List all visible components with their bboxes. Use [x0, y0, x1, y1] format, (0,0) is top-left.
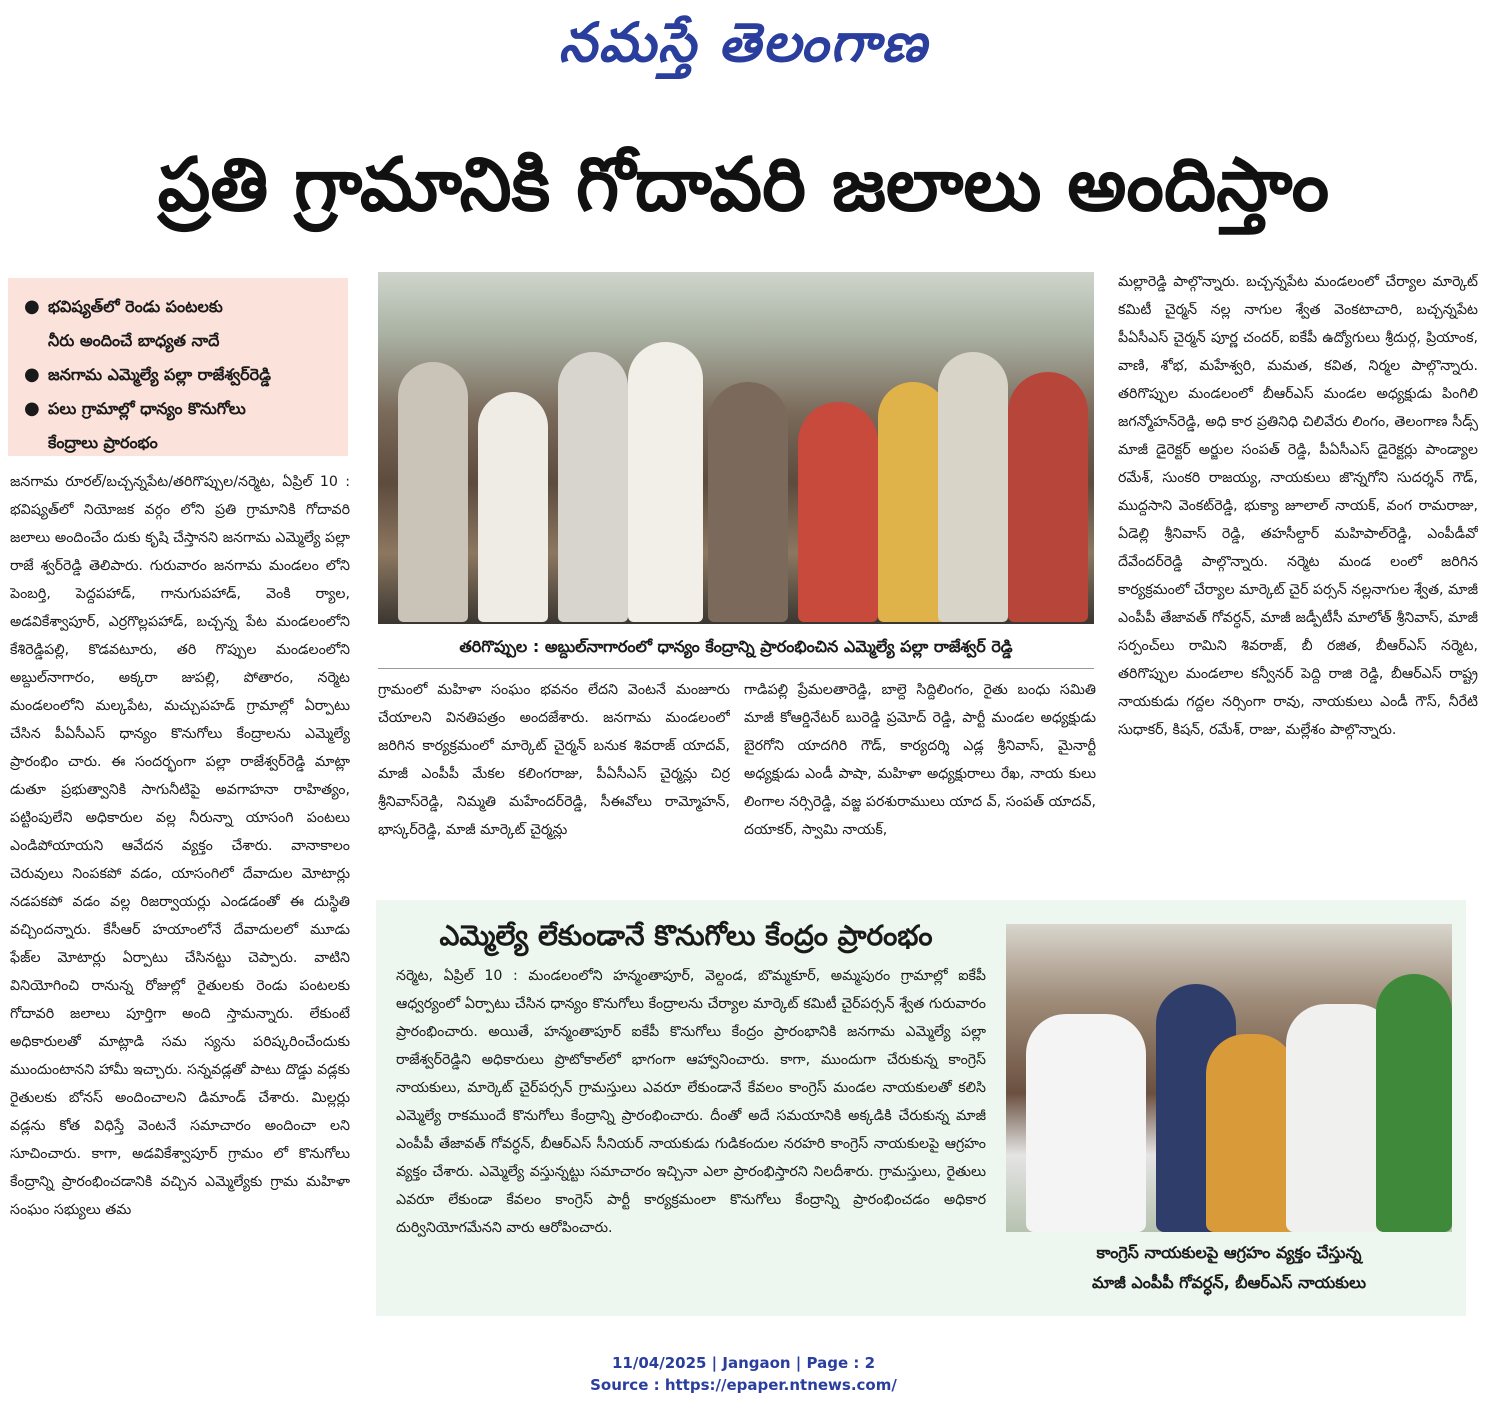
- photo-figure: [798, 402, 878, 622]
- newspaper-masthead: నమస్తే తెలంగాణ: [558, 10, 929, 74]
- divider: [378, 668, 1094, 669]
- sidebar-photo-caption: [1006, 1238, 1452, 1304]
- photo-figure: [398, 362, 468, 622]
- main-news-photo: [378, 272, 1094, 624]
- footer-source-link[interactable]: Source : https://epaper.ntnews.com/: [590, 1376, 897, 1394]
- article-column-right: మల్లారెడ్డి పాల్గొన్నారు. బచ్చన్నపేట మండలంలో చేర్యాల మార్కెట్ కమిటీ చైర్మన్ నల్ల నాగుల శ్వేత వెంకటాచారి, బచ్చన్నపేట పీఏసీఎస్ చైర్మన్ పూర్ణ చందర్, ఐకేపీ ఉద్యోగులు శ్రీదుర్గ, ప్రియాంక, వాణి, శోభ, మహేశ్వరి, మమత, కవిత, నిర్మల పాల్గొన్నారు. తరిగొప్పుల మండలంలో బీఆర్‌ఎస్ మండల అధ్యక్షుడు పింగిలి జగన్మోహన్‌రెడ్డి, అధి కార ప్రతినిధి చిలివేరు లింగం, తెలంగాణ సీడ్స్ మాజీ డైరెక్టర్ అర్జుల సంపత్ రెడ్డి, పీఏసీఎస్ డైరెక్టర్లు పాండ్యాల రమేశ్, సుంకరి రాజయ్య, నాయకులు జొన్నగోని సుదర్శన్ గౌడ్, ముద్దసాని వెంకట్‌రెడ్డి, భుక్యా జూలాల్ నాయక్, వంగ రామరాజు, ఏడెల్లి శ్రీనివాస్ రెడ్డి, తహసీల్దార్ మహిపాల్‌రెడ్డి, ఎంపీడీవో దేవేందర్‌రెడ్డి పాల్గొన్నారు. నర్మెట మండ లంలో జరిగిన కార్యక్రమంలో చేర్యాల మార్కెట్ చైర్ పర్సన్ నల్లనాగుల శ్వేత, మాజీ ఎంపీపీ తేజావత్ గోవర్ధన్, మాజీ జడ్పీటీసీ మాలోత్ శ్రీనివాస్, మాజీ సర్పంచ్‌లు రామిని శివరాజ్, బీ రజిత, బీఆర్‌ఎస్ నర్మెట, తరిగొప్పుల మండలాల కన్వీనర్ పెద్ది రాజి రెడ్డి, బీఆర్‌ఎస్ రాష్ట్ర నాయకుడు గద్దల నర్సింగా రావు, నాయకులు ఎండీ గౌస్, నీరేటి సుధాకర్, కిషన్, రమేశ్, రాజు, మల్లేశం పాల్గొన్నారు.: [1118, 274, 1478, 738]
- highlight-item: [24, 290, 338, 358]
- article-column-middle-2: గాడిపల్లి ప్రేమలతారెడ్డి, బాల్దె సిద్దిలింగం, రైతు బంధు సమితి మాజీ కోఆర్డినేటర్ బురెడ్డి ప్రమోద్ రెడ్డి, పార్టీ మండల అధ్యక్షుడు బైరగోని యాదగిరి గౌడ్, కార్యదర్శి ఎడ్ల శ్రీనివాస్, మైనార్టీ అధ్యక్షుడు ఎండీ పాషా, మహిళా అధ్యక్షురాలు రేఖ, నాయ కులు లింగాల నర్సిరెడ్డి, వజ్జ పరశురాములు యాద వ్, సంపత్ యాదవ్, దయాకర్, స్వామి నాయక్,: [744, 682, 1096, 838]
- photo-figure: [628, 342, 703, 622]
- photo-figure: [1008, 372, 1088, 622]
- photo-figure: [1026, 1014, 1146, 1232]
- highlight-line: భవిష్యత్‌లో రెండు పంటలకు: [48, 297, 223, 316]
- highlights-box: [8, 278, 348, 456]
- sidebar-story-photo: [1006, 924, 1452, 1232]
- bullet-icon: ●: [24, 364, 40, 385]
- caption-line: మాజీ ఎంపీపీ గోవర్ధన్, బీఆర్‌ఎస్ నాయకులు: [1092, 1273, 1366, 1292]
- highlight-item: [24, 392, 338, 460]
- highlight-line: జనగామ ఎమ్మెల్యే పల్లా రాజేశ్వర్‌రెడ్డి: [48, 365, 271, 384]
- highlight-line: పలు గ్రామాల్లో ధాన్యం కొనుగోలు: [48, 399, 246, 418]
- highlight-line: కేంద్రాలు ప్రారంభం: [48, 433, 158, 452]
- page-headline: ప్రతి గ్రామానికి గోదావరి జలాలు అందిస్తాం: [157, 142, 1330, 228]
- article-column-middle-1: గ్రామంలో మహిళా సంఘం భవనం లేదని వెంటనే మంజూరు చేయాలని వినతిపత్రం అందజేశారు. జనగామ మండలంలో జరిగిన కార్యక్రమంలో మార్కెట్ చైర్మన్ బనుక శివరాజ్ యాదవ్, మాజీ ఎంపీపీ మేకల కలింగరాజు, పీఏసీఎస్ చైర్మన్లు చిర్ర శ్రీనివాస్‌రెడ్డి, నిమ్మతి మహేందర్‌రెడ్డి, సీఈవోలు రామ్మోహన్, భాస్కర్‌రెడ్డి, మాజీ మార్కెట్ చైర్మన్లు: [378, 682, 730, 838]
- highlight-line: నీరు అందించే బాధ్యత నాదే: [48, 331, 220, 350]
- photo-figure: [1376, 974, 1452, 1232]
- sidebar-story-title: ఎమ్మెల్యే లేకుండానే కొనుగోలు కేంద్రం ప్రారంభం: [439, 919, 933, 952]
- photo-figure: [938, 352, 1008, 622]
- photo-figure: [708, 382, 788, 622]
- photo-figure: [558, 352, 628, 622]
- footer-date-line: 11/04/2025 | Jangaon | Page : 2: [611, 1354, 876, 1372]
- page-footer: [0, 1352, 1487, 1400]
- highlight-item: [24, 358, 338, 392]
- caption-line: కాంగ్రెస్ నాయకులపై ఆగ్రహం వ్యక్తం చేస్తున్న: [1096, 1243, 1362, 1262]
- bullet-icon: ●: [24, 296, 40, 317]
- photo-figure: [478, 392, 548, 622]
- photo-figure: [1206, 1034, 1296, 1232]
- article-column-left: జనగామ రూరల్/బచ్చన్నపేట/తరిగొప్పుల/నర్మెట, ఏప్రిల్ 10 : భవిష్యత్‌లో నియోజక వర్గం లోని ప్రతి గ్రామానికి గోదావరి జలాలు అందించేం దుకు కృషి చేస్తానని జనగామ ఎమ్మెల్యే పల్లా రాజే శ్వర్‌రెడ్డి తెలిపారు. గురువారం జనగామ మండలం లోని పెంబర్తి, పెద్దపహాడ్, గానుగుపహాడ్, వెంకి ర్యాల, అడవికేశ్వాపూర్, ఎర్రగొల్లపహాడ్, బచ్చన్న పేట మండలంలోని కేశిరెడ్డిపల్లి, కొడవటూరు, తరి గొప్పుల మండలంలోని అబ్దుల్‌నాగారం, అక్కరా జుపల్లి, పోతారం, నర్మెట మండలంలోని మల్కపేట, మచ్చుపహడ్ గ్రామాల్లో ఏర్పాటు చేసిన పీఏసీఎస్ ధాన్యం కొనుగోలు కేంద్రాలను ఎమ్మెల్యే ప్రారంభిం చారు. ఈ సందర్భంగా పల్లా రాజేశ్వర్‌రెడ్డి మాట్లా డుతూ ప్రభుత్వానికి సాగునీటిపై అవగాహనా రాహిత్యం, పట్టింపులేని అధికారుల వల్ల నీరున్నా యాసంగి పంటలు ఎండిపోయాయని ఆవేదన వ్యక్తం చేశారు. వానాకాలం చెరువులు నింపకపో వడం, యాసంగిలో దేవాదుల మోటార్లు నడపకపో వడం వల్ల రిజర్వాయర్లు ఎండడంతో ఈ దుస్థితి వచ్చిందన్నారు. కేసీఆర్ హయాంలోనే దేవాదులలో మూడు ఫేజ్‌ల మోటార్లు ఏర్పాటు చేసినట్టు చెప్పారు. వాటిని వినియోగించి రానున్న రోజుల్లో రైతులకు రెండు పంటలకు గోదావరి జలాలు పూర్తిగా అంది స్తామన్నారు. లేకుంటే అధికారులతో మాట్లాడి సమ స్యను పరిష్కరించేందుకు ముందుంటానని హామీ ఇచ్చారు. సన్నవడ్లతో పాటు దొడ్డు వడ్లకు రైతులకు బోనస్ అందించాలని డిమాండ్ చేశారు. మిల్లర్లు వడ్లను కోత విధిస్తే వెంటనే సమాచారం అందించా లని సూచించారు. కాగా, అడవికేశ్వాపూర్ గ్రామం లో కొనుగోలు కేంద్రాన్ని ప్రారంభించడానికి వచ్చిన ఎమ్మెల్యేకు గ్రామ మహిళా సంఘం సభ్యులు తమ: [10, 474, 350, 1218]
- sidebar-story-text: నర్మెట, ఏప్రిల్ 10 : మండలంలోని హన్మంతాపూర్, వెల్దండ, బొమ్మకూర్, అమ్మపురం గ్రామాల్లో ఐకేపీ ఆధ్వర్యంలో ఏర్పాటు చేసిన ధాన్యం కొనుగోలు కేంద్రాలను చేర్యాల మార్కెట్ కమిటీ చైర్‌పర్సన్ శ్వేత గురువారం ప్రారంభించారు. అయితే, హన్మంతాపూర్ ఐకేపీ కొనుగోలు కేంద్రం ప్రారంభానికి జనగామ ఎమ్మెల్యే పల్లా రాజేశ్వర్‌రెడ్డిని అధికారులు ప్రొటోకాల్‌లో భాగంగా ఆహ్వానించారు. కాగా, ముందుగా చేరుకున్న కాంగ్రెస్ నాయకులు, మార్కెట్ చైర్‌పర్సన్ గ్రామస్తులు ఎవరూ లేకుండానే కేవలం కాంగ్రెస్ మండల నాయకులతో కలిసి ఎమ్మెల్యే రాకముందే కొనుగోలు కేంద్రాన్ని ప్రారంభించారు. దీంతో అదే సమయానికి అక్కడికి చేరుకున్న మాజీ ఎంపీపీ తేజావత్ గోవర్ధన్, బీఆర్‌ఎస్ సీనియర్ నాయకుడు గుడికందుల నరహరి కాంగ్రెస్ నాయకులపై ఆగ్రహం వ్యక్తం చేశారు. ఎమ్మెల్యే వస్తున్నట్టు సమాచారం ఇచ్చినా ఎలా ప్రారంభిస్తారని నిలదీశారు. గ్రామస్తులు, రైతులు ఎవరూ లేకుండా కేవలం కాంగ్రెస్ పార్టీ కార్యక్రమంలా కొనుగోలు కేంద్రాన్ని ప్రారంభించడం అధికార దుర్వినియోగమేనని వారు ఆరోపించారు.: [396, 968, 986, 1236]
- bullet-icon: ●: [24, 398, 40, 419]
- main-photo-caption: తరిగొప్పుల : అబ్దుల్‌నాగారంలో ధాన్యం కేంద్రాన్ని ప్రారంభించిన ఎమ్మెల్యే పల్లా రాజేశ్వర్ రెడ్డి: [459, 637, 1013, 656]
